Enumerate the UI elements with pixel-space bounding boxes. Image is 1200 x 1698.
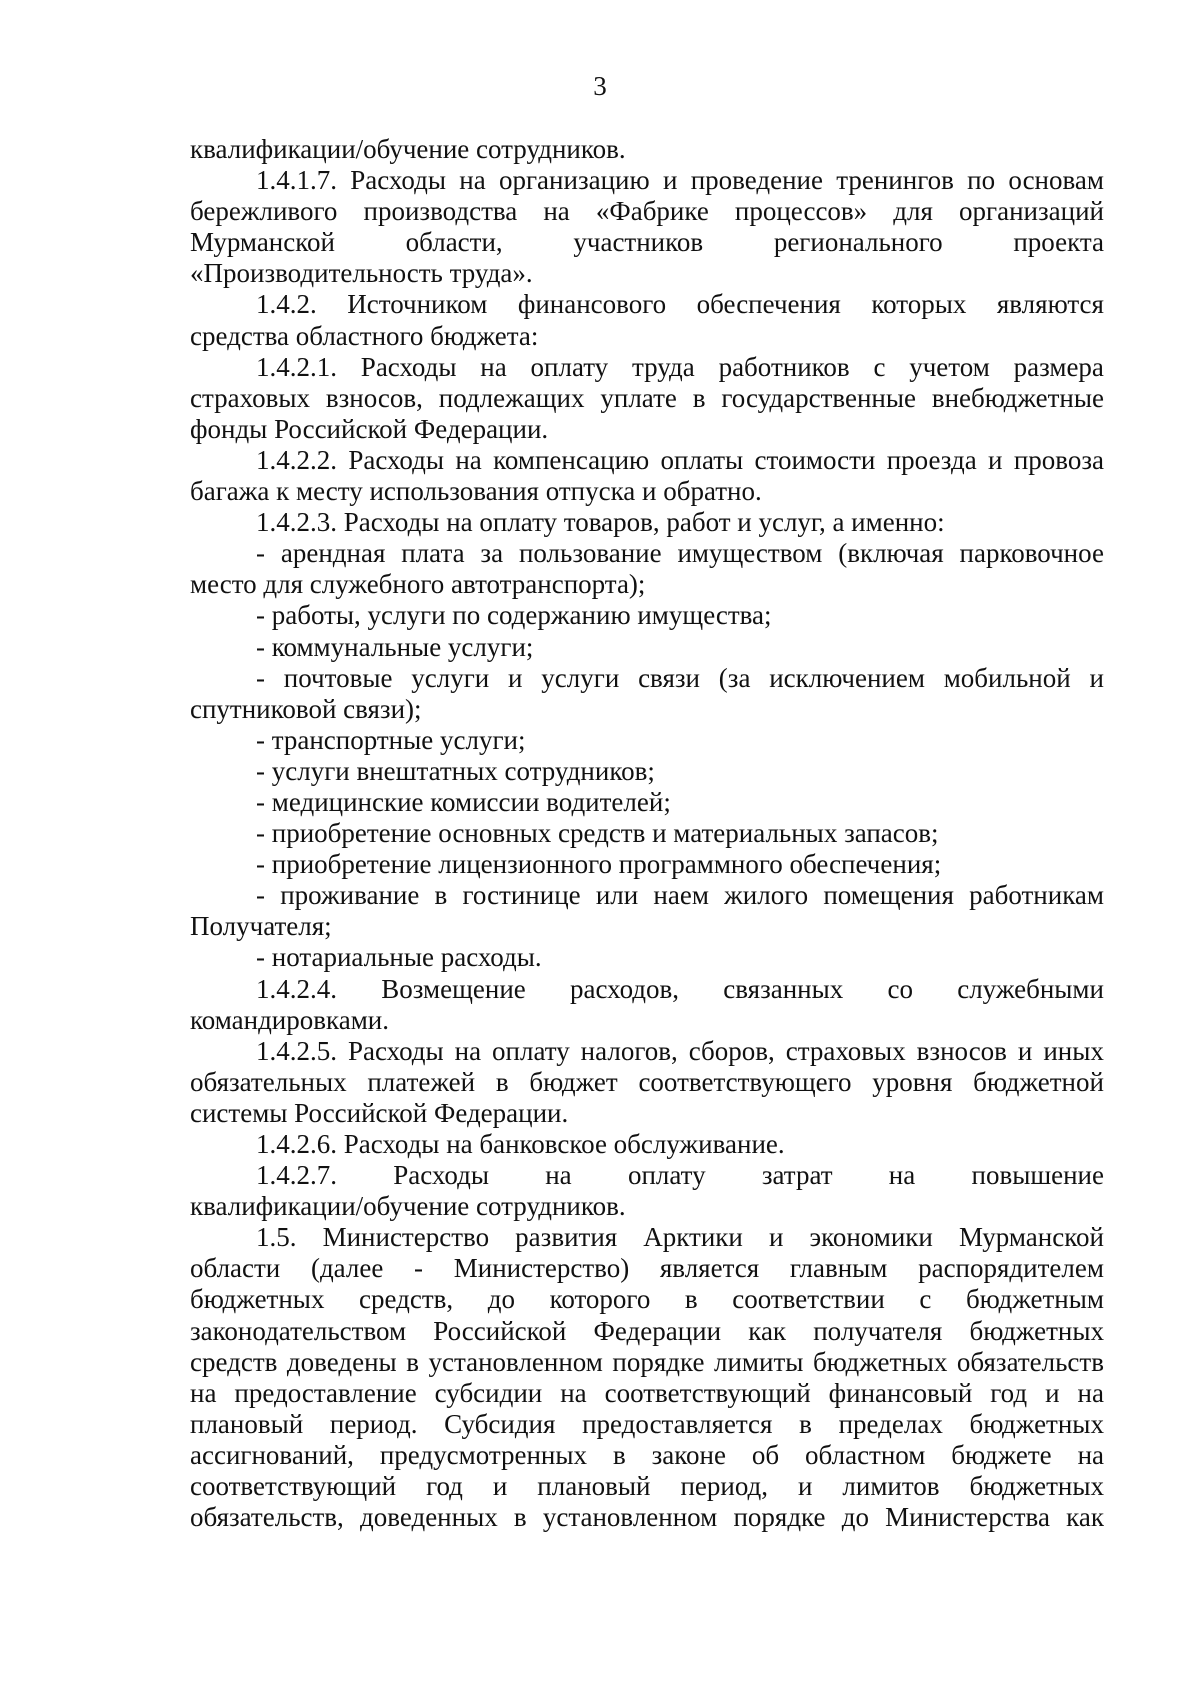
word: бюджете <box>951 1439 1052 1470</box>
word: которых <box>871 289 967 320</box>
text-line: квалификации/обучение сотрудников. <box>190 134 626 164</box>
word: 1.4.2.7. <box>256 1160 337 1191</box>
word: доведены <box>286 1346 397 1377</box>
word: по <box>967 165 996 196</box>
word: со <box>887 973 913 1004</box>
word: экономики <box>809 1222 933 1253</box>
word: помещения <box>823 880 954 911</box>
word: проведение <box>690 165 823 196</box>
word: законодательством <box>190 1315 407 1346</box>
word: на <box>545 1160 572 1191</box>
word: и <box>798 1471 813 1502</box>
word: 1.4.2.4. <box>256 973 337 1004</box>
word: Федерации <box>593 1315 722 1346</box>
word: уровня <box>872 1066 953 1097</box>
word: являются <box>996 289 1104 320</box>
word: парковочное <box>959 538 1104 569</box>
word: Министерства <box>885 1502 1050 1533</box>
word: в <box>513 1502 527 1533</box>
word: на <box>1077 1439 1104 1470</box>
word: Арктики <box>643 1222 743 1253</box>
word: финансового <box>517 289 667 320</box>
word: соответствующего <box>638 1066 852 1097</box>
text-line <box>190 1036 1104 1067</box>
word: оплату <box>492 1035 570 1066</box>
word: процессов» <box>734 196 868 227</box>
word: исключением <box>769 662 925 693</box>
word: провоза <box>1013 444 1104 475</box>
word: жилого <box>724 880 809 911</box>
word: на <box>1077 1377 1104 1408</box>
word: Источником <box>347 289 488 320</box>
word: 1.4.2.5. <box>256 1035 337 1066</box>
word: на <box>459 165 486 196</box>
word: лимиты <box>714 1346 804 1377</box>
word: является <box>659 1253 760 1284</box>
word: 1.4.2.2. <box>256 444 337 475</box>
word: или <box>595 880 639 911</box>
text-line: багажа к месту использования отпуска и обратно. <box>190 476 762 507</box>
word: услуги <box>411 662 490 693</box>
word: в <box>692 382 706 413</box>
word: уплате <box>600 382 677 413</box>
word: на <box>888 1160 916 1191</box>
text-line: командировками. <box>190 1004 389 1035</box>
word: которого <box>549 1284 651 1315</box>
word: год <box>426 1471 463 1502</box>
word: установленном <box>428 1346 603 1377</box>
text-line: средства областного бюджета: <box>190 320 539 351</box>
text-line <box>190 227 1104 258</box>
word: соответствии <box>732 1284 885 1315</box>
word: до <box>841 1502 869 1533</box>
text-line <box>190 1409 1104 1440</box>
text-line <box>190 1347 1104 1378</box>
text-line <box>190 1160 1104 1191</box>
word: получателя <box>813 1315 943 1346</box>
text-line: 1.4.2.6. Расходы на банковское обслуживание. <box>256 1129 785 1159</box>
word: Субсидия <box>444 1408 556 1439</box>
word: Расходы <box>393 1160 489 1191</box>
text-line <box>190 165 1104 196</box>
text-line <box>190 1378 1104 1409</box>
word: плановый <box>537 1471 651 1502</box>
word: в <box>495 1066 509 1097</box>
word: плата <box>401 538 465 569</box>
text-line: - услуги внештатных сотрудников; <box>256 755 655 786</box>
text-line <box>190 1502 1104 1533</box>
word: в <box>684 1284 698 1315</box>
word: - <box>256 662 265 693</box>
word: пользование <box>518 538 662 569</box>
word: предоставляется <box>582 1408 773 1439</box>
word: пределах <box>838 1408 943 1439</box>
word: Министерство) <box>453 1253 630 1284</box>
text-line: - коммунальные услуги; <box>256 631 534 662</box>
word: - <box>256 880 265 911</box>
word: Мурманской <box>190 227 335 258</box>
word: организацию <box>498 165 650 196</box>
word: наем <box>653 880 709 911</box>
word: затрат <box>761 1160 833 1191</box>
word: - <box>414 1253 424 1284</box>
word: проживание <box>280 880 420 911</box>
text-line <box>190 1471 1104 1502</box>
word: год <box>990 1377 1028 1408</box>
word: предусмотренных <box>379 1439 588 1470</box>
word: платежей <box>367 1066 476 1097</box>
word: порядке <box>612 1346 705 1377</box>
text-line <box>190 445 1104 476</box>
word: оплаты <box>660 444 744 475</box>
word: государственные <box>721 382 916 413</box>
word: расходов, <box>570 973 680 1004</box>
text-line <box>190 196 1104 227</box>
word: стоимости <box>754 444 876 475</box>
word: имуществом <box>677 538 823 569</box>
text-line: - медицинские комиссии водителей; <box>256 786 671 817</box>
word: мобильной <box>943 662 1071 693</box>
text-line: спутниковой связи); <box>190 693 422 724</box>
word: связи <box>638 662 700 693</box>
text-line <box>190 663 1104 694</box>
word: внебюджетные <box>931 382 1104 413</box>
word: как <box>748 1315 787 1346</box>
word: повышение <box>971 1160 1104 1191</box>
word: взносов, <box>325 382 423 413</box>
word: на <box>480 351 507 382</box>
text-line <box>190 974 1104 1005</box>
text-line: Получателя; <box>190 911 332 942</box>
word: обеспечения <box>696 289 841 320</box>
word: регионального <box>773 227 943 258</box>
word: в <box>434 880 448 911</box>
word: в <box>406 1346 419 1377</box>
word: бюджет <box>529 1066 618 1097</box>
word: ассигнований, <box>190 1439 354 1470</box>
word: Расходы <box>360 351 457 382</box>
word: средств, <box>359 1284 454 1315</box>
text-line: «Производительность труда». <box>190 258 533 289</box>
word: законе <box>651 1439 726 1470</box>
text-line <box>190 538 1104 569</box>
word: главным <box>789 1253 888 1284</box>
word: проезда <box>886 444 977 475</box>
word: оплату <box>530 351 609 382</box>
word: и <box>662 165 678 196</box>
word: соответствующий <box>604 1377 811 1408</box>
text-line: - приобретение лицензионного программного обеспечения; <box>256 849 942 880</box>
word: (далее <box>310 1253 384 1284</box>
word: и <box>1089 662 1104 693</box>
word: бюджетных <box>190 1284 325 1315</box>
word: (за <box>718 662 751 693</box>
text-line: фонды Российской Федерации. <box>190 413 549 444</box>
text-line <box>190 1067 1104 1098</box>
word: с <box>873 351 886 382</box>
text-line: - транспортные услуги; <box>256 724 526 755</box>
word: страховых <box>785 1035 906 1066</box>
word: 1.4.2.1. <box>256 351 337 382</box>
word: страховых <box>190 382 310 413</box>
word: предоставление <box>234 1377 417 1408</box>
text-line <box>190 352 1104 383</box>
word: 1.4.1.7. <box>256 165 337 196</box>
word: сборов, <box>688 1035 775 1066</box>
text-line <box>190 1440 1104 1471</box>
word: размера <box>1013 351 1104 382</box>
word: областном <box>805 1439 926 1470</box>
word: субсидии <box>434 1377 543 1408</box>
word: услуги <box>541 662 620 693</box>
word: служебными <box>957 973 1104 1004</box>
word: лимитов <box>842 1471 940 1502</box>
word: бережливого <box>190 196 338 227</box>
word: соответствующий <box>190 1471 397 1502</box>
word: и <box>508 662 523 693</box>
text-line: - приобретение основных средств и материальных запасов; <box>256 818 939 849</box>
word: Возмещение <box>381 973 526 1004</box>
word: для <box>893 196 933 227</box>
word: 1.5. <box>256 1222 297 1253</box>
word: и <box>492 1471 508 1502</box>
text-line: место для служебного автотранспорта); <box>190 569 646 600</box>
word: бюджетных <box>969 1315 1104 1346</box>
word: Расходы <box>348 444 445 475</box>
word: установленном <box>542 1502 718 1533</box>
word: бюджетной <box>973 1066 1104 1097</box>
text-line <box>190 1316 1104 1347</box>
word: бюджетным <box>965 1284 1104 1315</box>
word: на <box>190 1377 217 1408</box>
word: на <box>560 1377 587 1408</box>
word: бюджетных <box>969 1471 1104 1502</box>
word: арендная <box>280 538 386 569</box>
word: «Фабрике <box>595 196 709 227</box>
word: области, <box>405 227 503 258</box>
text-line: квалификации/обучение сотрудников. <box>190 1191 626 1222</box>
word: основам <box>1008 165 1104 196</box>
word: обязательств, <box>190 1502 344 1533</box>
word: (включая <box>838 538 944 569</box>
word: связанных <box>723 973 844 1004</box>
word: компенсацию <box>493 444 650 475</box>
word: и <box>1045 1377 1060 1408</box>
text-line <box>190 1284 1104 1315</box>
word: налогов, <box>580 1035 678 1066</box>
word: распорядителем <box>918 1253 1104 1284</box>
word: Расходы <box>350 165 446 196</box>
word: Российской <box>433 1315 567 1346</box>
word: подлежащих <box>438 382 585 413</box>
word: до <box>487 1284 515 1315</box>
word: на <box>455 444 482 475</box>
word: области <box>190 1253 281 1284</box>
word: финансовый <box>828 1377 973 1408</box>
word: учетом <box>909 351 990 382</box>
text-line <box>190 1253 1104 1284</box>
word: работникам <box>969 880 1104 911</box>
word: гостинице <box>462 880 581 911</box>
word: на <box>543 196 570 227</box>
word: и <box>1017 1035 1033 1066</box>
text-line: - работы, услуги по содержанию имущества; <box>256 600 772 631</box>
word: труда <box>631 351 695 382</box>
word: период. <box>329 1408 418 1439</box>
word: иных <box>1043 1035 1104 1066</box>
word: доведенных <box>360 1502 498 1533</box>
text-line: - нотариальные расходы. <box>256 942 542 973</box>
word: как <box>1066 1502 1104 1533</box>
word: Мурманской <box>958 1222 1104 1253</box>
document-body <box>190 134 1104 1533</box>
word: работников <box>718 351 850 382</box>
word: - <box>256 538 265 569</box>
word: бюджетных <box>812 1346 948 1377</box>
word: на <box>454 1035 482 1066</box>
text-line <box>190 383 1104 414</box>
word: за <box>480 538 504 569</box>
text-line: 1.4.2.3. Расходы на оплату товаров, работ и услуг, а именно: <box>256 507 945 538</box>
word: проекта <box>1013 227 1104 258</box>
word: 1.4.2. <box>256 289 317 320</box>
word: развития <box>515 1222 618 1253</box>
text-line: системы Российской Федерации. <box>190 1097 569 1128</box>
word: оплату <box>627 1160 706 1191</box>
word: Расходы <box>347 1035 444 1066</box>
text-line <box>190 1222 1104 1253</box>
word: и <box>768 1222 784 1253</box>
word: участников <box>573 227 704 258</box>
word: обязательных <box>190 1066 347 1097</box>
word: в <box>799 1408 812 1439</box>
text-line <box>190 880 1104 911</box>
word: обязательств <box>956 1346 1104 1377</box>
word: об <box>751 1439 780 1470</box>
word: Министерство <box>322 1222 490 1253</box>
word: и <box>988 444 1003 475</box>
word: период, <box>680 1471 769 1502</box>
page-number: 3 <box>593 71 607 101</box>
word: бюджетных <box>969 1408 1104 1439</box>
word: организаций <box>959 196 1104 227</box>
text-line <box>190 289 1104 320</box>
word: порядке <box>733 1502 826 1533</box>
word: тренингов <box>836 165 954 196</box>
word: плановый <box>190 1408 304 1439</box>
word: средств <box>190 1346 278 1377</box>
word: в <box>612 1439 626 1470</box>
word: взносов <box>916 1035 1007 1066</box>
word: с <box>919 1284 932 1315</box>
word: почтовые <box>283 662 393 693</box>
word: производства <box>363 196 518 227</box>
